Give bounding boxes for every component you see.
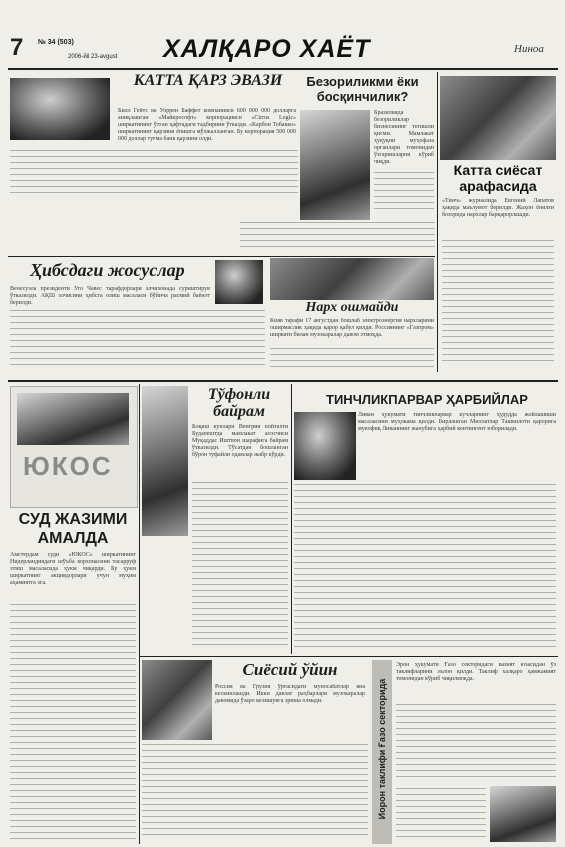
article-photo-gates <box>10 78 110 140</box>
article-body-sektor-2 <box>396 788 486 842</box>
article-title-hibsdagi: Ҳибсдаги жосуслар <box>30 260 185 280</box>
yukos-logo-text: ЮКОС <box>23 451 113 481</box>
article-title-sud: СУД ЖАЗИМИ АМАЛДА <box>18 511 128 547</box>
article-title-siyosat-uyin: Сиёсий ўйин <box>242 660 338 679</box>
article-vertical-banner-sektor <box>372 660 392 844</box>
article-title-tufonli: Тўфонли байрам <box>207 386 271 420</box>
article-lead-katta-siyosat: «Тинч» журналида Евгений Лапатов ҳақида маълумот берилди. Жаҳон ёнилғи бозорида нархлар барқарорлашди. <box>442 198 554 218</box>
article-lead-hibsdagi: Венесуэла президенти Уго Чавес тарафдорлари элчихонада суриштирув ўтказилди. АҚШ элчисини ҳибсга олиш масаласи бўйича расмий баёнот берилди. <box>10 286 210 306</box>
article-photo-tufonli <box>142 386 188 536</box>
article-body-katta-qarz <box>10 150 298 200</box>
article-photo-siyosat <box>142 660 212 740</box>
article-body-bezorilik <box>374 172 434 217</box>
yukos-logo-block <box>10 386 138 508</box>
article-lead-narx: Кияв тарафи 17 августдан бошлаб электроэнергия нархларини оширмаслик ҳақида қарор қабул қилди. Россиянинг «Газпром» ширкати билан музокаралар давом этмоқда. <box>270 318 434 338</box>
article-title-bezorilik: Безориликми ёки босқинчилик? <box>306 74 419 104</box>
article-body-bezorilik-2 <box>240 222 435 254</box>
section-badge: Ниноа <box>514 43 544 55</box>
page-number: 7 <box>10 34 24 61</box>
column-divider-left <box>139 384 140 844</box>
yukos-building-photo <box>17 393 129 445</box>
article-photo-chavez <box>215 260 263 304</box>
masthead <box>8 36 558 66</box>
article-lead-sektor: Эрон ҳукумати Ғазо секторидаги вазият юзасидан ўз таклифларини эълон қилди. Таклиф халқаро ҳамжамият томонидан кўриб чиқилмоқда. <box>396 662 556 682</box>
article-photo-bezorilik <box>300 110 370 220</box>
article-body-sud <box>10 604 136 844</box>
article-body-hibsdagi <box>10 310 265 370</box>
article-title-tinchlik: ТИНЧЛИКПАРВАР ҲАРБИЙЛАР <box>326 392 528 407</box>
section-rule-1 <box>8 256 435 257</box>
article-title-katta-qarz: КАТТА ҚАРЗ ЭВАЗИ <box>133 72 283 89</box>
article-lead-katta-qarz: Билл Гейтс ва Уоррен Баффет компанияси 600 000 000 долларга аниқлашган «Майкрософт» корпорацияси «Cirrus Logic» ширкатининг ўтган ҳафтадаги тадбирини ўтказди. «Карбон Тобакко» ширкатининг қарзини ёпишга мўлжалланган. Бу корпорация 500 000 000 доллар туғма банк қарзини олди. <box>118 108 296 142</box>
article-title-katta-siyosat: Катта сиёсат арафасида <box>453 162 543 194</box>
column-divider-mid <box>291 384 292 654</box>
section-rule-3 <box>140 656 558 657</box>
article-body-tufonli <box>192 482 288 652</box>
article-lead-sud: Амстердам суди «ЮКОС» ширкатининг Нидерландиядаги шўъба корхонасини тасарруф этиш масаласида ҳукм чиқарди. Бу ҳукм ширкатнинг акциядорлари учун муҳим аҳамиятга эга. <box>10 552 136 586</box>
article-lead-tinchlik: Ливан ҳукумати тинчликпарвар кучларнинг ҳудудда жойлашиши масаласини муҳокама қилди. Бирлашган Миллатлар Ташкилоти қарорига мувофиқ Ливаннинг жанубига ҳарбий контингент юборилади. <box>358 412 556 432</box>
section-rule-2 <box>8 380 558 382</box>
masthead-rule <box>8 68 558 70</box>
issue-date: 2006-йil 23-avgust <box>68 54 118 60</box>
article-lead-siyosat-uyin: Россия ва Грузия ўртасидаги муносабатлар яна кескинлашди. Икки давлат раҳбарлари музокаралар давомида ўзаро келишувга эриша олмади. <box>215 684 365 704</box>
article-title-narx: Нарх ошмайди <box>305 300 399 315</box>
article-body-sektor <box>396 704 556 784</box>
article-body-tinchlik <box>294 484 556 654</box>
column-divider-right <box>437 72 438 372</box>
section-title: ХАЛҚАРО ХАЁТ <box>163 35 371 63</box>
article-body-katta-siyosat <box>442 240 554 370</box>
article-title-sektor: Иорон таклифи Ғазо секторида <box>377 678 387 820</box>
article-lead-bezorilik: Бразилияда безориликлар бизнесининг тегишли қисми. Мамлакат ҳуқуқни муҳофаза органлари томонидан ўзгаришларни кўриб чиқди. <box>374 110 434 165</box>
article-photo-sektor <box>490 786 556 842</box>
issue-number: № 34 (503) <box>38 39 74 46</box>
article-photo-narx <box>270 258 434 300</box>
article-photo-tinchlik <box>294 412 356 480</box>
article-photo-katta-siyosat <box>440 76 556 160</box>
article-body-narx <box>270 348 434 374</box>
article-body-siyosat-uyin <box>142 744 368 844</box>
article-lead-tufonli: Боқиш кунлари Венгрия пойтахти Будапештда мамлакат асосчиси Муқаддас Иштвон шарафига байрам ўтказилди. Тўсатдан бошланган бўрон туфайли одамлар жабр кўрди. <box>192 424 288 458</box>
